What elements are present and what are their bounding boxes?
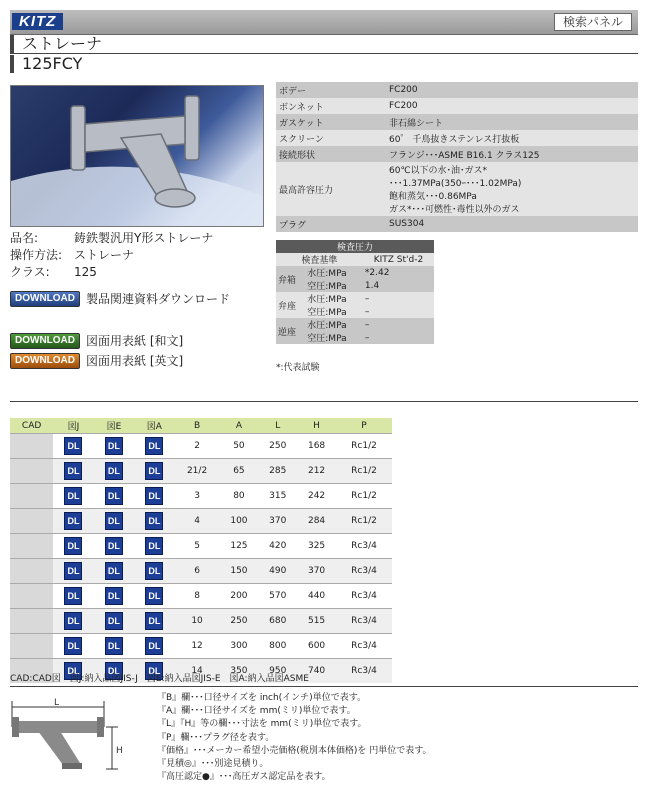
spec-key: 接続形状 bbox=[276, 146, 386, 162]
test-footnote: *:代表試験 bbox=[276, 363, 320, 373]
table-row bbox=[10, 459, 392, 484]
dim-header: 図E bbox=[94, 418, 134, 434]
table-row bbox=[10, 534, 392, 559]
dim-h: 168 bbox=[297, 434, 336, 459]
dim-p: Rc3/4 bbox=[336, 534, 392, 559]
drawing-cell bbox=[53, 584, 93, 609]
dim-a: 125 bbox=[220, 534, 259, 559]
dim-h: 740 bbox=[297, 659, 336, 684]
test-value: – bbox=[363, 318, 434, 331]
drawing-cell bbox=[53, 434, 93, 459]
cad-cell bbox=[10, 584, 53, 609]
drawing-cell bbox=[134, 484, 174, 509]
dl-e-icon[interactable]: DL bbox=[105, 437, 123, 455]
drawing-cell bbox=[134, 634, 174, 659]
dim-header: P bbox=[336, 418, 392, 434]
strainer-illustration bbox=[11, 86, 263, 226]
drawing-cell bbox=[94, 484, 134, 509]
dim-b: 8 bbox=[175, 584, 220, 609]
name-label: 品名: bbox=[10, 231, 39, 245]
product-name: 鋳鉄製汎用Y形ストレーナ bbox=[74, 231, 214, 245]
test-row bbox=[276, 318, 434, 331]
table-row bbox=[10, 434, 392, 459]
dl-j-icon[interactable]: DL bbox=[64, 587, 82, 605]
dl-e-icon[interactable]: DL bbox=[105, 662, 123, 680]
spec-row bbox=[276, 146, 638, 162]
spec-row bbox=[276, 98, 638, 114]
spec-row bbox=[276, 130, 638, 146]
dim-b: 5 bbox=[175, 534, 220, 559]
test-value: – bbox=[363, 305, 434, 318]
test-title: 検査圧力 bbox=[276, 240, 434, 253]
drawing-cell bbox=[53, 484, 93, 509]
cad-cell bbox=[10, 609, 53, 634]
dim-l: 490 bbox=[258, 559, 297, 584]
dim-b: 21/2 bbox=[175, 459, 220, 484]
dim-h: 370 bbox=[297, 559, 336, 584]
dim-a: 200 bbox=[220, 584, 259, 609]
download-button-ja[interactable]: DOWNLOAD bbox=[10, 333, 80, 349]
dim-b: 12 bbox=[175, 634, 220, 659]
dim-b: 2 bbox=[175, 434, 220, 459]
test-col-kitz: KITZ St'd-2 bbox=[363, 253, 434, 266]
dl-a-icon[interactable]: DL bbox=[145, 487, 163, 505]
dim-h: 325 bbox=[297, 534, 336, 559]
drawing-cell bbox=[94, 459, 134, 484]
drawing-cell bbox=[53, 459, 93, 484]
drawing-en-download[interactable] bbox=[10, 352, 183, 369]
dimension-table bbox=[10, 418, 392, 683]
drawing-cell bbox=[94, 609, 134, 634]
dl-j-icon[interactable]: DL bbox=[64, 612, 82, 630]
dl-j-icon[interactable]: DL bbox=[64, 462, 82, 480]
drawing-cell bbox=[53, 559, 93, 584]
dl-e-icon[interactable]: DL bbox=[105, 612, 123, 630]
spec-key: プラグ bbox=[276, 216, 386, 232]
dim-a: 100 bbox=[220, 509, 259, 534]
dl-a-icon[interactable]: DL bbox=[145, 612, 163, 630]
test-type: 空圧:MPa bbox=[305, 305, 363, 318]
dim-p: Rc3/4 bbox=[336, 659, 392, 684]
note-line: 『L』『H』等の欄･･･寸法を mm(ミリ)単位で表す。 bbox=[157, 719, 367, 730]
divider bbox=[10, 686, 638, 687]
divider bbox=[10, 53, 638, 54]
dim-p: Rc1/2 bbox=[336, 459, 392, 484]
divider bbox=[10, 401, 638, 402]
dim-a: 80 bbox=[220, 484, 259, 509]
drawing-cell bbox=[134, 584, 174, 609]
spec-key: ガスケット bbox=[276, 114, 386, 130]
cad-cell bbox=[10, 559, 53, 584]
test-value: 1.4 bbox=[363, 279, 434, 292]
test-row bbox=[276, 292, 434, 305]
table-row bbox=[10, 559, 392, 584]
related-download[interactable] bbox=[10, 290, 230, 307]
dim-h: 284 bbox=[297, 509, 336, 534]
dim-l: 250 bbox=[258, 434, 297, 459]
download-button[interactable]: DOWNLOAD bbox=[10, 291, 80, 307]
dim-l: 370 bbox=[258, 509, 297, 534]
dl-e-icon[interactable]: DL bbox=[105, 462, 123, 480]
product-info bbox=[10, 230, 213, 281]
dl-a-icon[interactable]: DL bbox=[145, 512, 163, 530]
dim-p: Rc3/4 bbox=[336, 609, 392, 634]
drawing-cell bbox=[53, 609, 93, 634]
dl-e-icon[interactable]: DL bbox=[105, 512, 123, 530]
dim-header: L bbox=[258, 418, 297, 434]
drawing-cell bbox=[94, 434, 134, 459]
dl-a-icon[interactable]: DL bbox=[145, 662, 163, 680]
drawing-cell bbox=[134, 559, 174, 584]
test-type: 空圧:MPa bbox=[305, 331, 363, 344]
spec-key: ボデー bbox=[276, 82, 386, 98]
note-line: 『見積◎』･･･別途見積り。 bbox=[157, 759, 269, 770]
dim-l: 680 bbox=[258, 609, 297, 634]
dim-header: B bbox=[175, 418, 220, 434]
dim-header: A bbox=[220, 418, 259, 434]
test-row bbox=[276, 266, 434, 279]
test-group: 弁座 bbox=[276, 292, 305, 318]
test-value: – bbox=[363, 292, 434, 305]
operation-label: 操作方法: bbox=[10, 248, 63, 262]
spec-row bbox=[276, 114, 638, 130]
drawing-cell bbox=[134, 534, 174, 559]
dim-p: Rc1/2 bbox=[336, 484, 392, 509]
test-value: – bbox=[363, 331, 434, 344]
spec-value: フランジ･･･ASME B16.1 クラス125 bbox=[386, 146, 638, 162]
table-row bbox=[10, 584, 392, 609]
test-type: 水圧:MPa bbox=[305, 292, 363, 305]
dim-h: 440 bbox=[297, 584, 336, 609]
drawing-ja-download[interactable] bbox=[10, 332, 183, 349]
spec-value: 非石綿シート bbox=[386, 114, 638, 130]
dim-l: 570 bbox=[258, 584, 297, 609]
spec-table bbox=[276, 82, 638, 232]
dim-header: 図A bbox=[134, 418, 174, 434]
dim-l: 315 bbox=[258, 484, 297, 509]
class-value: 125 bbox=[74, 265, 97, 279]
dim-p: Rc1/2 bbox=[336, 509, 392, 534]
dim-p: Rc1/2 bbox=[336, 434, 392, 459]
drawing-cell bbox=[53, 534, 93, 559]
spec-value: SUS304 bbox=[386, 216, 638, 232]
drawing-ja-label[interactable]: 図面用表紙 [和文] bbox=[86, 334, 184, 348]
test-group: 弁箱 bbox=[276, 266, 305, 292]
product-model: 125FCY bbox=[10, 55, 82, 73]
drawing-cell bbox=[94, 584, 134, 609]
drawing-cell bbox=[53, 509, 93, 534]
dim-l: 800 bbox=[258, 634, 297, 659]
dim-b: 14 bbox=[175, 659, 220, 684]
kitz-logo[interactable]: KITZ bbox=[12, 13, 63, 30]
notes bbox=[157, 692, 432, 784]
cad-legend: CAD:CAD図 図J:納入品図JIS-J 図E:納入品図JIS-E 図A:納入品図ASME bbox=[10, 674, 309, 684]
dl-e-icon[interactable]: DL bbox=[105, 487, 123, 505]
note-line: 『A』欄･･･口径サイズを mm(ミリ)単位で表す。 bbox=[157, 706, 356, 717]
dl-j-icon[interactable]: DL bbox=[64, 437, 82, 455]
drawing-cell bbox=[94, 534, 134, 559]
download-button-en[interactable]: DOWNLOAD bbox=[10, 353, 80, 369]
cad-cell bbox=[10, 434, 53, 459]
spec-value: 60℃以下の水･油･ガス* ･･･1.37MPa(350ｰ･･･1.02MPa) 飽和蒸気･･･0.86MPa ガス*･･･可燃性･毒性以外のガス bbox=[386, 162, 638, 216]
table-row bbox=[10, 634, 392, 659]
note-line: 『高圧認定●』･･･高圧ガス認定品を表す。 bbox=[157, 772, 331, 783]
spec-value: FC200 bbox=[386, 82, 638, 98]
product-title: ストレーナ bbox=[10, 35, 102, 53]
test-type: 水圧:MPa bbox=[305, 266, 363, 279]
note-line: 『価格』･･･メーカー希望小売価格(税別本体価格)を 円単位で表す。 bbox=[157, 745, 432, 756]
test-value: *2.42 bbox=[363, 266, 434, 279]
top-bar bbox=[10, 10, 638, 35]
dl-e-icon[interactable]: DL bbox=[105, 587, 123, 605]
cad-cell bbox=[10, 484, 53, 509]
drawing-cell bbox=[94, 634, 134, 659]
drawing-cell bbox=[134, 434, 174, 459]
test-col-standard: 検査基準 bbox=[276, 253, 363, 266]
note-line: 『P』欄･･･プラグ径を表す。 bbox=[157, 732, 275, 743]
dl-j-icon[interactable]: DL bbox=[64, 662, 82, 680]
dim-p: Rc3/4 bbox=[336, 559, 392, 584]
dim-l: 950 bbox=[258, 659, 297, 684]
h-label: H bbox=[116, 746, 123, 756]
dl-e-icon[interactable]: DL bbox=[105, 537, 123, 555]
cad-cell bbox=[10, 634, 53, 659]
cad-cell bbox=[10, 534, 53, 559]
spec-value: 60゜ 千鳥抜きステンレス打抜板 bbox=[386, 130, 638, 146]
table-row bbox=[10, 484, 392, 509]
spec-row bbox=[276, 216, 638, 232]
dl-j-icon[interactable]: DL bbox=[64, 487, 82, 505]
dl-a-icon[interactable]: DL bbox=[145, 562, 163, 580]
test-type: 空圧:MPa bbox=[305, 279, 363, 292]
operation-value: ストレーナ bbox=[74, 248, 135, 262]
drawing-cell bbox=[94, 509, 134, 534]
table-row bbox=[10, 509, 392, 534]
dim-header: 図J bbox=[53, 418, 93, 434]
dim-a: 250 bbox=[220, 609, 259, 634]
dim-l: 285 bbox=[258, 459, 297, 484]
dim-a: 150 bbox=[220, 559, 259, 584]
dl-e-icon[interactable]: DL bbox=[105, 562, 123, 580]
dim-a: 350 bbox=[220, 659, 259, 684]
cad-cell bbox=[10, 509, 53, 534]
dl-j-icon[interactable]: DL bbox=[64, 562, 82, 580]
drawing-en-label[interactable]: 図面用表紙 [英文] bbox=[86, 354, 184, 368]
spec-row bbox=[276, 162, 638, 216]
dl-a-icon[interactable]: DL bbox=[145, 437, 163, 455]
dl-j-icon[interactable]: DL bbox=[64, 637, 82, 655]
dim-header: H bbox=[297, 418, 336, 434]
dim-p: Rc3/4 bbox=[336, 584, 392, 609]
test-type: 水圧:MPa bbox=[305, 318, 363, 331]
dim-header: CAD bbox=[10, 418, 53, 434]
spec-row bbox=[276, 82, 638, 98]
spec-value: FC200 bbox=[386, 98, 638, 114]
spec-key: 最高許容圧力 bbox=[276, 162, 386, 216]
dim-h: 242 bbox=[297, 484, 336, 509]
dl-a-icon[interactable]: DL bbox=[145, 637, 163, 655]
strainer-outline-icon bbox=[8, 697, 140, 785]
dim-h: 515 bbox=[297, 609, 336, 634]
spec-key: スクリーン bbox=[276, 130, 386, 146]
l-label: L bbox=[54, 698, 60, 708]
dim-a: 65 bbox=[220, 459, 259, 484]
drawing-cell bbox=[134, 459, 174, 484]
dim-b: 6 bbox=[175, 559, 220, 584]
test-pressure-table bbox=[276, 240, 434, 344]
dl-a-icon[interactable]: DL bbox=[145, 462, 163, 480]
dl-j-icon[interactable]: DL bbox=[64, 537, 82, 555]
dim-h: 600 bbox=[297, 634, 336, 659]
dl-a-icon[interactable]: DL bbox=[145, 537, 163, 555]
dl-j-icon[interactable]: DL bbox=[64, 512, 82, 530]
dim-a: 50 bbox=[220, 434, 259, 459]
drawing-cell bbox=[94, 559, 134, 584]
product-photo bbox=[10, 85, 264, 227]
table-row bbox=[10, 609, 392, 634]
spec-key: ボンネット bbox=[276, 98, 386, 114]
related-download-label[interactable]: 製品関連資料ダウンロード bbox=[86, 292, 231, 306]
search-panel-button[interactable]: 検索パネル bbox=[554, 13, 632, 31]
note-line: 『B』欄･･･口径サイズを inch(インチ)単位で表す。 bbox=[157, 693, 366, 703]
dim-h: 212 bbox=[297, 459, 336, 484]
dl-a-icon[interactable]: DL bbox=[145, 587, 163, 605]
dimension-diagram bbox=[8, 697, 140, 785]
dim-p: Rc3/4 bbox=[336, 634, 392, 659]
cad-cell bbox=[10, 459, 53, 484]
drawing-cell bbox=[134, 609, 174, 634]
dim-b: 10 bbox=[175, 609, 220, 634]
drawing-cell bbox=[134, 509, 174, 534]
dim-b: 4 bbox=[175, 509, 220, 534]
dim-a: 300 bbox=[220, 634, 259, 659]
dim-l: 420 bbox=[258, 534, 297, 559]
test-group: 逆座 bbox=[276, 318, 305, 344]
dim-b: 3 bbox=[175, 484, 220, 509]
dl-e-icon[interactable]: DL bbox=[105, 637, 123, 655]
class-label: クラス: bbox=[10, 265, 50, 279]
drawing-cell bbox=[53, 634, 93, 659]
